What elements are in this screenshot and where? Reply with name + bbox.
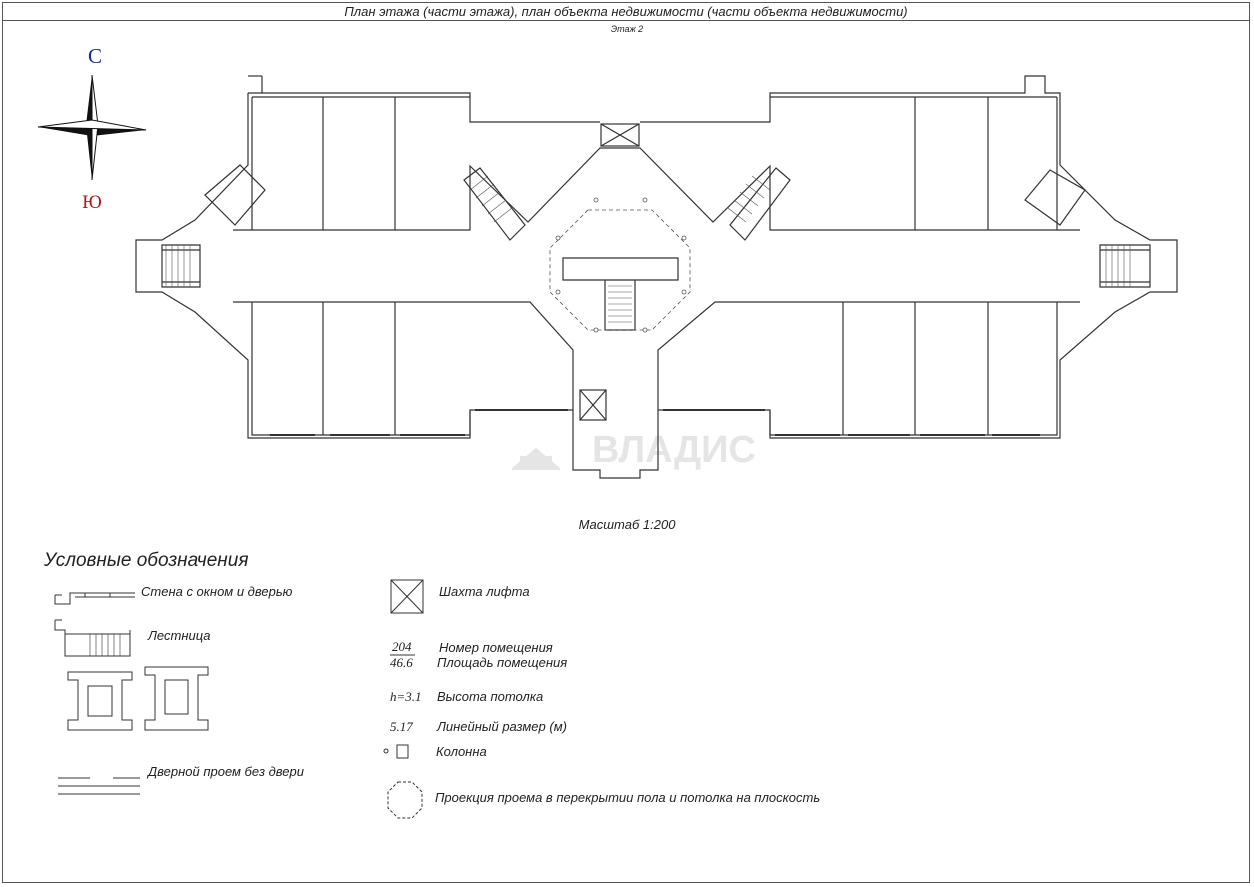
watermark bbox=[512, 429, 756, 471]
columns bbox=[556, 198, 686, 332]
legend-lift-shaft: Шахта лифта bbox=[439, 584, 530, 599]
legend-room-number: Номер помещения bbox=[439, 640, 553, 655]
legend-room-area: Площадь помещения bbox=[437, 655, 568, 670]
legend-opening: Проекция проема в перекрытии пола и потолка на плоскость bbox=[435, 790, 821, 805]
page-title: План этажа (части этажа), план объекта недвижимости (части объекта недвижимости) bbox=[2, 3, 1250, 21]
floor-label: Этаж 2 bbox=[610, 24, 644, 34]
compass-south-label: Ю bbox=[82, 192, 102, 213]
legend-room-number-example: 204 bbox=[392, 639, 412, 654]
legend-title: Условные обозначения bbox=[44, 550, 249, 571]
legend-symbols bbox=[55, 580, 423, 818]
legend-linear: Линейный размер (м) bbox=[437, 719, 567, 734]
legend-room-area-example: 46.6 bbox=[390, 655, 413, 670]
legend-height-example: h=3.1 bbox=[390, 689, 422, 704]
legend-column: Колонна bbox=[436, 744, 487, 759]
stair-treads bbox=[166, 176, 1130, 322]
building-outline bbox=[136, 76, 1177, 478]
scale-label: Масштаб 1:200 bbox=[578, 517, 676, 532]
legend-height: Высота потолка bbox=[437, 689, 544, 704]
watermark-text: ВЛАДИС bbox=[592, 429, 756, 471]
compass-north-label: С bbox=[87, 44, 103, 68]
legend-wall-window-door: Стена с окном и дверью bbox=[141, 584, 293, 599]
legend-stairs: Лестница bbox=[148, 628, 211, 643]
legend-doorway: Дверной проем без двери bbox=[148, 764, 304, 779]
compass-rose bbox=[38, 75, 146, 180]
floor-opening-projection bbox=[550, 210, 690, 330]
legend-linear-example: 5.17 bbox=[390, 719, 413, 734]
